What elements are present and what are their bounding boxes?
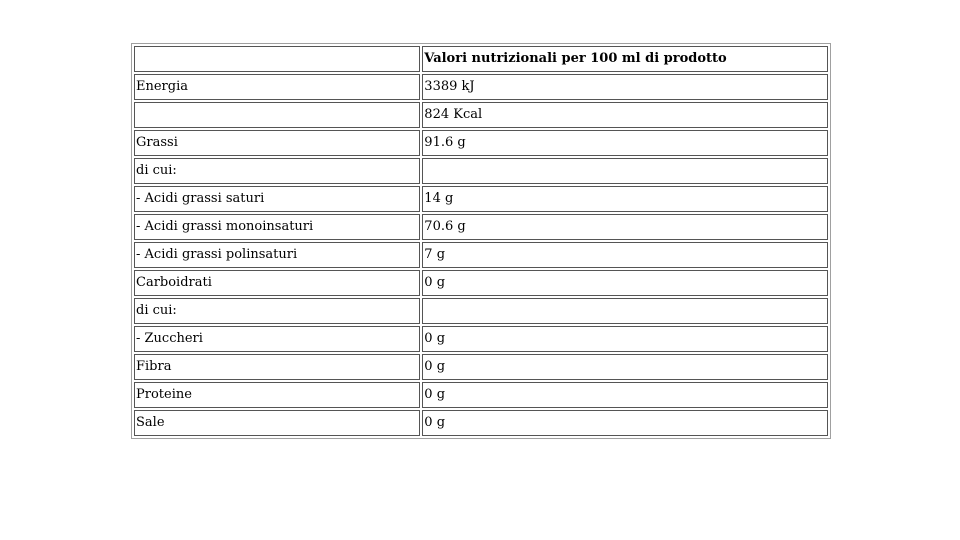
header-value-cell: Valori nutrizionali per 100 ml di prodotto — [422, 46, 828, 72]
table-row — [134, 130, 828, 156]
table-header-row — [134, 46, 828, 72]
nutrient-label-cell: Proteine — [134, 382, 420, 408]
table-row — [134, 354, 828, 380]
nutrient-value-cell: 0 g — [422, 382, 828, 408]
nutrient-value-cell: 91.6 g — [422, 130, 828, 156]
nutrient-value-cell: 7 g — [422, 242, 828, 268]
nutrient-label-cell: - Acidi grassi monoinsaturi — [134, 214, 420, 240]
nutrient-value-cell: 824 Kcal — [422, 102, 828, 128]
nutrient-label-cell: Fibra — [134, 354, 420, 380]
nutrient-label-cell: di cui: — [134, 158, 420, 184]
table-row — [134, 410, 828, 436]
table-row — [134, 382, 828, 408]
nutrient-label-cell: Energia — [134, 74, 420, 100]
nutrient-value-cell — [422, 298, 828, 324]
nutrient-label-cell: - Acidi grassi saturi — [134, 186, 420, 212]
table-row — [134, 242, 828, 268]
nutrient-value-cell: 14 g — [422, 186, 828, 212]
nutrition-table — [131, 43, 831, 439]
nutrient-label-cell: Carboidrati — [134, 270, 420, 296]
nutrient-value-cell: 0 g — [422, 410, 828, 436]
table-row — [134, 270, 828, 296]
table-row — [134, 326, 828, 352]
table-row — [134, 298, 828, 324]
nutrient-value-cell — [422, 158, 828, 184]
nutrient-label-cell: - Zuccheri — [134, 326, 420, 352]
nutrient-value-cell: 0 g — [422, 326, 828, 352]
nutrient-label-cell: di cui: — [134, 298, 420, 324]
table-row — [134, 102, 828, 128]
nutrient-value-cell: 0 g — [422, 270, 828, 296]
table-row — [134, 214, 828, 240]
nutrient-label-cell: - Acidi grassi polinsaturi — [134, 242, 420, 268]
nutrient-label-cell: Sale — [134, 410, 420, 436]
nutrient-label-cell: Grassi — [134, 130, 420, 156]
nutrition-table-body — [134, 46, 828, 436]
table-row — [134, 158, 828, 184]
table-row — [134, 74, 828, 100]
nutrient-value-cell: 0 g — [422, 354, 828, 380]
nutrient-value-cell: 70.6 g — [422, 214, 828, 240]
table-row — [134, 186, 828, 212]
nutrient-label-cell — [134, 102, 420, 128]
header-label-cell — [134, 46, 420, 72]
nutrient-value-cell: 3389 kJ — [422, 74, 828, 100]
